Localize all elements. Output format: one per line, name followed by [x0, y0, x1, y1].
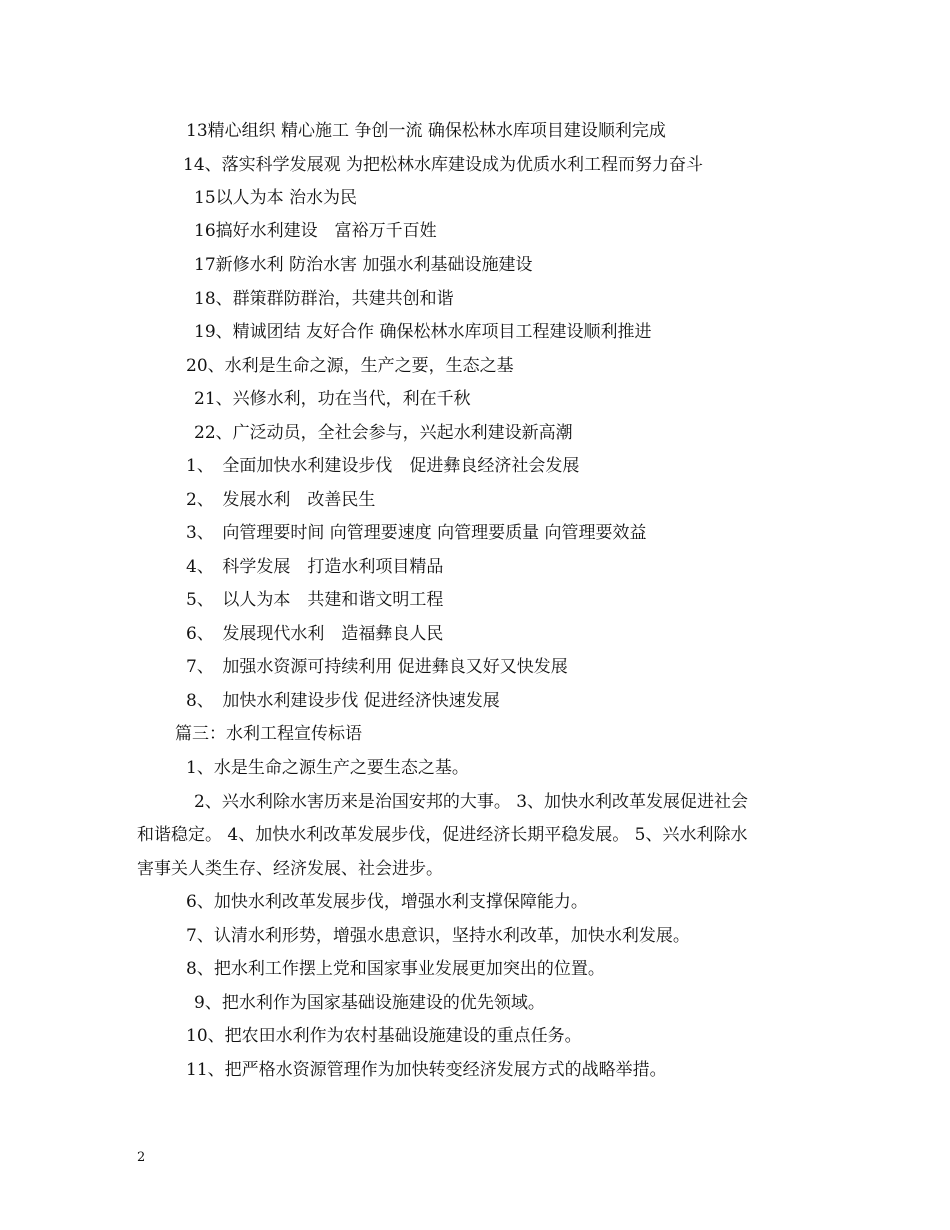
text-line: 8、 加快水利建设步伐 促进经济快速发展 — [186, 691, 500, 711]
text-line: 7、认清水利形势，增强水患意识，坚持水利改革，加快水利发展。 — [186, 926, 690, 946]
text-line: 14、落实科学发展观 为把松林水库建设成为优质水利工程而努力奋斗 — [183, 155, 704, 175]
text-line: 10、把农田水利作为农村基础设施建设的重点任务。 — [186, 1026, 582, 1046]
text-line: 16搞好水利建设 富裕万千百姓 — [194, 221, 437, 241]
text-line: 4、 科学发展 打造水利项目精品 — [186, 557, 444, 577]
text-line: 11、把严格水资源管理作为加快转变经济发展方式的战略举措。 — [186, 1060, 667, 1080]
paragraph-line: 害事关人类生存、经济发展、社会进步。 — [137, 859, 443, 879]
text-line: 19、精诚团结 友好合作 确保松林水库项目工程建设顺利推进 — [194, 322, 652, 342]
text-line: 9、把水利作为国家基础设施建设的优先领域。 — [194, 993, 545, 1013]
paragraph-line: 和谐稳定。 4、加快水利改革发展步伐，促进经济长期平稳发展。 5、兴水利除水 — [137, 825, 748, 845]
page-number: 2 — [137, 1150, 146, 1165]
text-line: 6、 发展现代水利 造福彝良人民 — [186, 624, 444, 644]
paragraph-line: 2、兴水利除水害历来是治国安邦的大事。 3、加快水利改革发展促进社会 — [194, 792, 749, 812]
text-line: 6、加快水利改革发展步伐，增强水利支撑保障能力。 — [186, 892, 588, 912]
text-line: 1、 全面加快水利建设步伐 促进彝良经济社会发展 — [186, 456, 580, 476]
text-line: 21、兴修水利，功在当代，利在千秋 — [194, 389, 471, 409]
section-heading: 篇三：水利工程宣传标语 — [175, 724, 362, 744]
text-line: 22、广泛动员，全社会参与，兴起水利建设新高潮 — [194, 423, 573, 443]
text-line: 18、群策群防群治，共建共创和谐 — [194, 289, 454, 309]
text-line: 3、 向管理要时间 向管理要速度 向管理要质量 向管理要效益 — [186, 523, 647, 543]
text-line: 15以人为本 治水为民 — [194, 188, 358, 208]
text-line: 7、 加强水资源可持续利用 促进彝良又好又快发展 — [186, 657, 568, 677]
text-line: 8、把水利工作摆上党和国家事业发展更加突出的位置。 — [186, 959, 605, 979]
text-line: 17新修水利 防治水害 加强水利基础设施建设 — [194, 255, 533, 275]
text-line: 20、水利是生命之源，生产之要，生态之基 — [186, 356, 514, 376]
text-line: 2、 发展水利 改善民生 — [186, 490, 376, 510]
text-line: 1、水是生命之源生产之要生态之基。 — [186, 758, 469, 778]
text-line: 13精心组织 精心施工 争创一流 确保松林水库项目建设顺利完成 — [186, 121, 666, 141]
text-line: 5、 以人为本 共建和谐文明工程 — [186, 590, 444, 610]
